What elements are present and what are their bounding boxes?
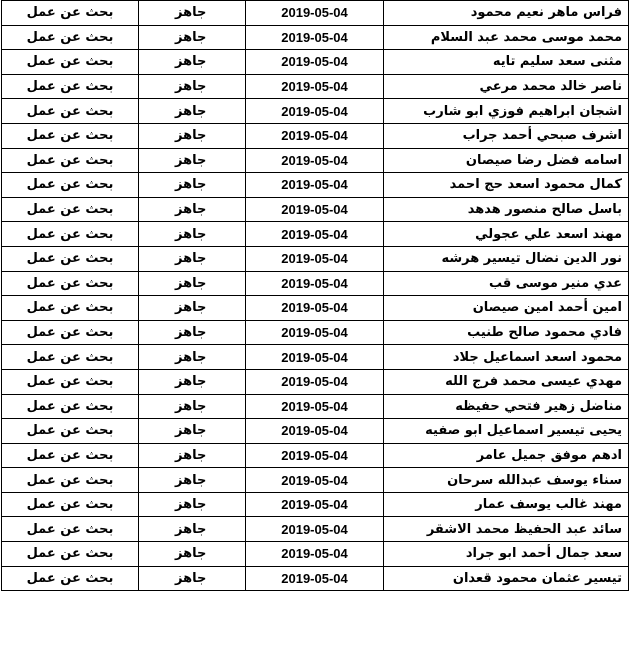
name-cell: مهند اسعد علي عجولي bbox=[384, 222, 629, 247]
status-cell bbox=[139, 566, 246, 591]
note-cell: بحث عن عمل bbox=[2, 419, 139, 444]
table-row bbox=[2, 123, 629, 148]
date-cell: 2019-05-04 bbox=[246, 99, 384, 124]
status-cell bbox=[139, 148, 246, 173]
note-cell: بحث عن عمل bbox=[2, 222, 139, 247]
status-cell-text: جاهز bbox=[175, 29, 207, 45]
name-cell: سعد جمال أحمد ابو جراد bbox=[384, 542, 629, 567]
table-row bbox=[2, 492, 629, 517]
status-cell-text: جاهز bbox=[175, 472, 207, 488]
status-cell bbox=[139, 296, 246, 321]
date-cell: 2019-05-04 bbox=[246, 173, 384, 198]
note-cell: بحث عن عمل bbox=[2, 148, 139, 173]
note-cell: بحث عن عمل bbox=[2, 369, 139, 394]
date-cell: 2019-05-04 bbox=[246, 123, 384, 148]
note-cell: بحث عن عمل bbox=[2, 566, 139, 591]
date-cell: 2019-05-04 bbox=[246, 566, 384, 591]
table-row bbox=[2, 74, 629, 99]
table-row bbox=[2, 246, 629, 271]
table-row bbox=[2, 296, 629, 321]
name-cell: اسامه فضل رضا صيصان bbox=[384, 148, 629, 173]
note-cell: بحث عن عمل bbox=[2, 99, 139, 124]
name-cell: يحيى تيسير اسماعيل ابو صفيه bbox=[384, 419, 629, 444]
status-cell-text: جاهز bbox=[175, 374, 207, 390]
date-cell: 2019-05-04 bbox=[246, 419, 384, 444]
status-cell-text: جاهز bbox=[175, 325, 207, 341]
status-cell bbox=[139, 345, 246, 370]
name-cell: تيسير عثمان محمود قعدان bbox=[384, 566, 629, 591]
note-cell: بحث عن عمل bbox=[2, 542, 139, 567]
date-cell: 2019-05-04 bbox=[246, 25, 384, 50]
table-row bbox=[2, 320, 629, 345]
status-cell-text: جاهز bbox=[175, 152, 207, 168]
status-cell-text: جاهز bbox=[175, 275, 207, 291]
name-cell: سائد عبد الحفيظ محمد الاشقر bbox=[384, 517, 629, 542]
note-cell: بحث عن عمل bbox=[2, 197, 139, 222]
table-row bbox=[2, 271, 629, 296]
table-row bbox=[2, 50, 629, 75]
date-cell: 2019-05-04 bbox=[246, 468, 384, 493]
table-row bbox=[2, 443, 629, 468]
date-cell: 2019-05-04 bbox=[246, 394, 384, 419]
date-cell: 2019-05-04 bbox=[246, 320, 384, 345]
table-row bbox=[2, 173, 629, 198]
table-row bbox=[2, 222, 629, 247]
name-cell: مهدي عيسى محمد فرج الله bbox=[384, 369, 629, 394]
table-row bbox=[2, 25, 629, 50]
name-cell: اشجان ابراهيم فوزي ابو شارب bbox=[384, 99, 629, 124]
table-row bbox=[2, 197, 629, 222]
name-cell: محمد موسى محمد عبد السلام bbox=[384, 25, 629, 50]
status-cell bbox=[139, 492, 246, 517]
note-cell: بحث عن عمل bbox=[2, 296, 139, 321]
status-cell bbox=[139, 123, 246, 148]
date-cell: 2019-05-04 bbox=[246, 197, 384, 222]
status-cell-text: جاهز bbox=[175, 423, 207, 439]
status-cell-text: جاهز bbox=[175, 202, 207, 218]
status-cell bbox=[139, 394, 246, 419]
status-cell-text: جاهز bbox=[175, 79, 207, 95]
name-cell: كمال محمود اسعد حج احمد bbox=[384, 173, 629, 198]
status-cell bbox=[139, 25, 246, 50]
note-cell: بحث عن عمل bbox=[2, 271, 139, 296]
name-cell: ناصر خالد محمد مرعي bbox=[384, 74, 629, 99]
date-cell: 2019-05-04 bbox=[246, 271, 384, 296]
name-cell: مثنى سعد سليم تايه bbox=[384, 50, 629, 75]
name-cell: اشرف صبحي أحمد جراب bbox=[384, 123, 629, 148]
roster-body bbox=[2, 1, 629, 591]
name-cell: محمود اسعد اسماعيل جلاد bbox=[384, 345, 629, 370]
table-row bbox=[2, 566, 629, 591]
date-cell: 2019-05-04 bbox=[246, 443, 384, 468]
name-cell: فادي محمود صالح طنيب bbox=[384, 320, 629, 345]
date-cell: 2019-05-04 bbox=[246, 296, 384, 321]
name-cell: ادهم موفق جميل عامر bbox=[384, 443, 629, 468]
roster-table bbox=[1, 0, 629, 591]
name-cell: باسل صالح منصور هدهد bbox=[384, 197, 629, 222]
date-cell: 2019-05-04 bbox=[246, 369, 384, 394]
status-cell bbox=[139, 173, 246, 198]
status-cell bbox=[139, 222, 246, 247]
note-cell: بحث عن عمل bbox=[2, 246, 139, 271]
table-row bbox=[2, 345, 629, 370]
note-cell: بحث عن عمل bbox=[2, 173, 139, 198]
status-cell bbox=[139, 517, 246, 542]
table-row bbox=[2, 394, 629, 419]
status-cell bbox=[139, 271, 246, 296]
table-row bbox=[2, 1, 629, 26]
table-row bbox=[2, 99, 629, 124]
date-cell: 2019-05-04 bbox=[246, 1, 384, 26]
note-cell: بحث عن عمل bbox=[2, 468, 139, 493]
table-row bbox=[2, 468, 629, 493]
note-cell: بحث عن عمل bbox=[2, 517, 139, 542]
note-cell: بحث عن عمل bbox=[2, 25, 139, 50]
status-cell bbox=[139, 443, 246, 468]
status-cell bbox=[139, 99, 246, 124]
table-row bbox=[2, 542, 629, 567]
status-cell-text: جاهز bbox=[175, 54, 207, 70]
note-cell: بحث عن عمل bbox=[2, 1, 139, 26]
note-cell: بحث عن عمل bbox=[2, 50, 139, 75]
note-cell: بحث عن عمل bbox=[2, 74, 139, 99]
status-cell bbox=[139, 419, 246, 444]
date-cell: 2019-05-04 bbox=[246, 542, 384, 567]
note-cell: بحث عن عمل bbox=[2, 443, 139, 468]
status-cell-text: جاهز bbox=[175, 546, 207, 562]
name-cell: امين أحمد امين صيصان bbox=[384, 296, 629, 321]
table-row bbox=[2, 517, 629, 542]
name-cell: سناء يوسف عبدالله سرحان bbox=[384, 468, 629, 493]
name-cell: نور الدين نضال تيسير هرشه bbox=[384, 246, 629, 271]
status-cell bbox=[139, 50, 246, 75]
status-cell bbox=[139, 542, 246, 567]
status-cell-text: جاهز bbox=[175, 5, 207, 21]
status-cell bbox=[139, 320, 246, 345]
status-cell-text: جاهز bbox=[175, 349, 207, 365]
status-cell bbox=[139, 74, 246, 99]
note-cell: بحث عن عمل bbox=[2, 345, 139, 370]
status-cell-text: جاهز bbox=[175, 447, 207, 463]
name-cell: عدي منير موسى قب bbox=[384, 271, 629, 296]
status-cell bbox=[139, 1, 246, 26]
note-cell: بحث عن عمل bbox=[2, 123, 139, 148]
roster-sheet bbox=[1, 0, 628, 591]
status-cell-text: جاهز bbox=[175, 103, 207, 119]
status-cell bbox=[139, 369, 246, 394]
status-cell-text: جاهز bbox=[175, 128, 207, 144]
status-cell bbox=[139, 468, 246, 493]
date-cell: 2019-05-04 bbox=[246, 246, 384, 271]
note-cell: بحث عن عمل bbox=[2, 394, 139, 419]
status-cell bbox=[139, 246, 246, 271]
date-cell: 2019-05-04 bbox=[246, 148, 384, 173]
table-row bbox=[2, 369, 629, 394]
date-cell: 2019-05-04 bbox=[246, 222, 384, 247]
note-cell: بحث عن عمل bbox=[2, 492, 139, 517]
date-cell: 2019-05-04 bbox=[246, 345, 384, 370]
status-cell-text: جاهز bbox=[175, 398, 207, 414]
status-cell-text: جاهز bbox=[175, 300, 207, 316]
status-cell-text: جاهز bbox=[175, 177, 207, 193]
date-cell: 2019-05-04 bbox=[246, 517, 384, 542]
status-cell-text: جاهز bbox=[175, 570, 207, 586]
table-row bbox=[2, 148, 629, 173]
status-cell-text: جاهز bbox=[175, 226, 207, 242]
date-cell: 2019-05-04 bbox=[246, 492, 384, 517]
name-cell: فراس ماهر نعيم محمود bbox=[384, 1, 629, 26]
status-cell-text: جاهز bbox=[175, 497, 207, 513]
status-cell-text: جاهز bbox=[175, 521, 207, 537]
date-cell: 2019-05-04 bbox=[246, 50, 384, 75]
note-cell: بحث عن عمل bbox=[2, 320, 139, 345]
name-cell: مهند غالب يوسف عمار bbox=[384, 492, 629, 517]
table-row bbox=[2, 419, 629, 444]
date-cell: 2019-05-04 bbox=[246, 74, 384, 99]
name-cell: مناضل زهير فتحي حفيظه bbox=[384, 394, 629, 419]
status-cell-text: جاهز bbox=[175, 251, 207, 267]
status-cell bbox=[139, 197, 246, 222]
